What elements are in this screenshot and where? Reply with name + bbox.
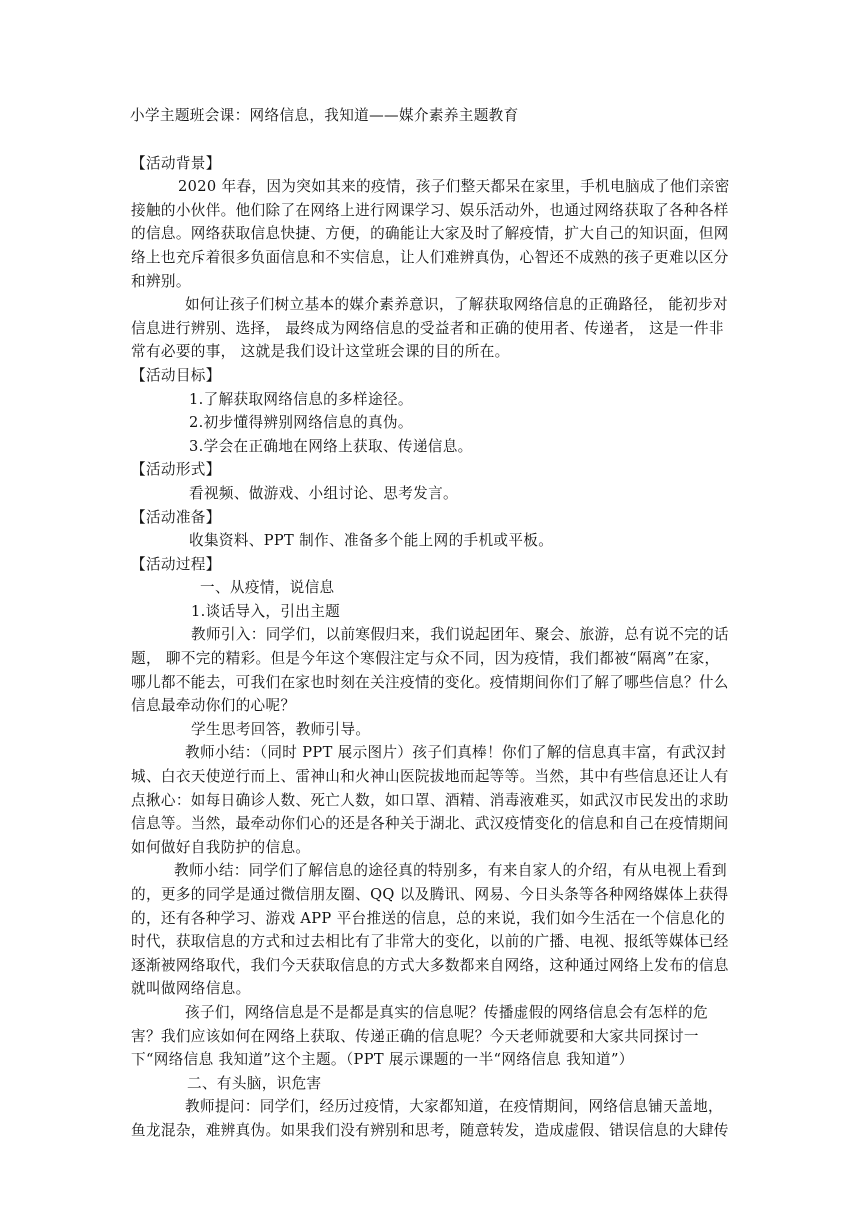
goal-item-1: 1.了解获取网络信息的多样途径。 xyxy=(189,390,413,408)
form-heading: 【活动形式】 xyxy=(131,461,221,479)
section-1-subtitle: 1.谈话导入，引出主题 xyxy=(191,602,341,620)
document-title: 小学主题班会课：网络信息，我知道——媒介素养主题教育 xyxy=(130,107,519,124)
background-paragraph-1: 2020 年春，因为突如其来的疫情，孩子们整天都呆在家里，手机电脑成了他们亲密接触的小伙伴。他们除了在网络上进行网课学习、娱乐活动外，也通过网络获取了各种各样的信息。网络获取信息快捷、方便，的确能让大家及时了解疫情，扩大自己的知识面，但网络上也充斥着很多负面信息和不实信息，让人们难辨真伪，心智还不成熟的孩子更难以区分和辨别。 xyxy=(131,178,730,290)
background-heading: 【活动背景】 xyxy=(131,154,221,172)
background-paragraph-2: 如何让孩子们树立基本的媒介素养意识，了解获取网络信息的正确路径， 能初步对信息进行辨别、选择， 最终成为网络信息的受益者和正确的使用者、传递者， 这是一件非常有必要的事， 这就是我们设计这堂班会课的目的所在。 xyxy=(131,296,728,361)
question-paragraph: 孩子们，网络信息是不是都是真实的信息呢？传播虚假的网络信息会有怎样的危害？我们应该如何在网络上获取、传递正确的信息呢？今天老师就要和大家共同探讨一下“网络信息 我知道”这个主题。（PPT 展示课题的一半“网络信息 我知道”） xyxy=(131,1003,709,1069)
process-heading: 【活动过程】 xyxy=(131,555,221,573)
teacher-intro-paragraph: 教师引入：同学们，以前寒假归来，我们说起团年、聚会、旅游，总有说不完的话题， 聊不完的精彩。但是今年这个寒假注定与众不同，因为疫情，我们都被“隔离”在家，哪儿都不能去，可我们在家也时刻在关注疫情的变化。疫情期间你们了解了哪些信息？什么信息最牵动你们的心呢？ xyxy=(131,626,729,715)
goal-item-2: 2.初步懂得辨别网络信息的真伪。 xyxy=(189,414,413,432)
teacher-summary-1: 教师小结：（同时 PPT 展示图片）孩子们真棒！你们了解的信息真丰富，有武汉封城、白衣天使逆行而上、雷神山和火神山医院拔地而起等等。当然，其中有些信息还让人有点揪心：如每日确诊人数、死亡人数，如口罩、酒精、消毒液难买，如武汉市民发出的求助信息等。当然，最牵动你们心的还是各种关于湖北、武汉疫情变化的信息和自己在疫情期间如何做好自我防护的信息。 xyxy=(131,744,729,856)
section-2-title: 二、有头脑，识危害 xyxy=(187,1074,322,1092)
prep-text: 收集资料、PPT 制作、准备多个能上网的手机或平板。 xyxy=(189,532,554,550)
prep-heading: 【活动准备】 xyxy=(131,508,221,526)
teacher-summary-2: 教师小结：同学们了解信息的途径真的特别多，有来自家人的介绍，有从电视上看到的，更多的同学是通过微信朋友圈、QQ 以及腾讯、网易、今日头条等各种网络媒体上获得的，还有各种学习、游戏 APP 平台推送的信息，总的来说，我们如今生活在一个信息化的时代，获取信息的方式和过去相比有了非常大的变化，以前的广播、电视、报纸等媒体已经逐渐被网络取代，我们今天获取信息的方式大多数都来自网络，这种通过网络上发布的信息就叫做网络信息。 xyxy=(131,862,729,998)
teacher-question-paragraph: 教师提问：同学们，经历过疫情，大家都知道，在疫情期间，网络信息铺天盖地，鱼龙混杂，难辨真伪。如果我们没有辨别和思考，随意转发，造成虚假、错误信息的大肆传 xyxy=(131,1098,729,1139)
section-1-title: 一、从疫情，说信息 xyxy=(200,579,335,597)
students-answer-paragraph: 学生思考回答，教师引导。 xyxy=(191,720,371,738)
goal-item-3: 3.学会在正确地在网络上获取、传递信息。 xyxy=(189,437,473,455)
form-text: 看视频、做游戏、小组讨论、思考发言。 xyxy=(189,484,458,502)
goals-heading: 【活动目标】 xyxy=(131,366,221,384)
document-body xyxy=(131,104,734,1143)
spacer xyxy=(131,128,734,152)
